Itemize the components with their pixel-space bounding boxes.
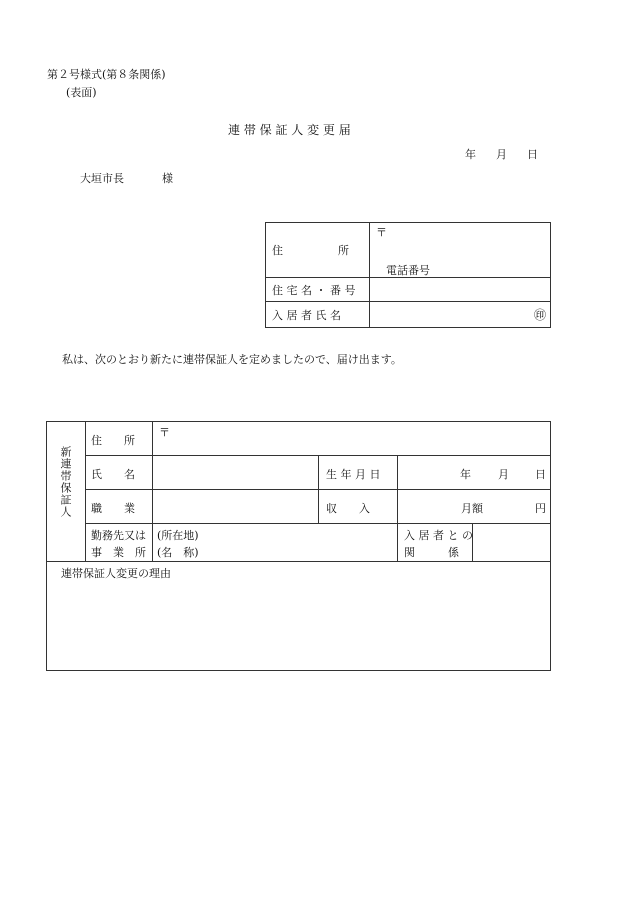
date-day-label: 日 (527, 148, 538, 161)
guarantor-row-divider-1 (85, 455, 551, 456)
applicant-column-divider (369, 222, 370, 328)
applicant-row-divider-2 (265, 301, 551, 302)
seal-mark: ㊞ (534, 308, 547, 322)
guarantor-row-divider-2 (85, 489, 551, 490)
form-number: 第２号様式(第８条関係) (47, 68, 166, 81)
birth-day-label: 日 (535, 468, 546, 481)
relation-label-line2: 関 係 (404, 546, 459, 559)
birthdate-label: 生 年 月 日 (326, 468, 381, 481)
guarantor-address-label: 住 所 (91, 434, 135, 447)
income-label: 収 入 (326, 502, 370, 515)
applicant-postal-mark: 〒 (376, 226, 387, 239)
right-label-divider (397, 455, 398, 561)
workplace-label-line2: 事 業 所 (91, 546, 146, 559)
field-label-divider (152, 421, 153, 561)
addressee-honorific: 様 (162, 172, 173, 185)
guarantor-postal-mark: 〒 (159, 426, 170, 439)
date-year-label: 年 (465, 148, 476, 161)
yen-label: 円 (535, 502, 546, 515)
new-guarantor-section-label: 新連帯保証人 (59, 446, 72, 518)
date-month-label: 月 (496, 148, 507, 161)
occupation-label: 職 業 (91, 502, 135, 515)
resident-name-label: 入 居 者 氏 名 (272, 309, 341, 322)
guarantor-name-label: 氏 名 (91, 468, 135, 481)
workplace-location-label: (所在地) (157, 529, 199, 542)
document-title: 連 帯 保 証 人 変 更 届 (228, 123, 351, 137)
reason-row-divider (46, 561, 551, 562)
workplace-label-line1: 勤務先又は (91, 529, 146, 542)
change-reason-label: 連帯保証人変更の理由 (61, 567, 171, 580)
applicant-address-label: 住 所 (272, 244, 349, 257)
housing-name-number-label: 住 宅 名 ・ 番 号 (272, 284, 356, 297)
declaration-statement: 私は、次のとおり新たに連帯保証人を定めましたので、届け出ます。 (62, 353, 402, 366)
addressee: 大垣市長 (80, 172, 124, 185)
relation-label-line1: 入 居 者 と の (404, 529, 473, 542)
applicant-phone-label: 電話番号 (386, 264, 430, 277)
guarantor-row-divider-3 (85, 523, 551, 524)
monthly-amount-label: 月額 (461, 502, 483, 515)
section-label-divider (85, 421, 86, 561)
birth-month-label: 月 (498, 468, 509, 481)
form-side: (表面) (66, 86, 97, 99)
workplace-company-name-label: (名 称) (157, 546, 199, 559)
birth-year-label: 年 (460, 468, 471, 481)
